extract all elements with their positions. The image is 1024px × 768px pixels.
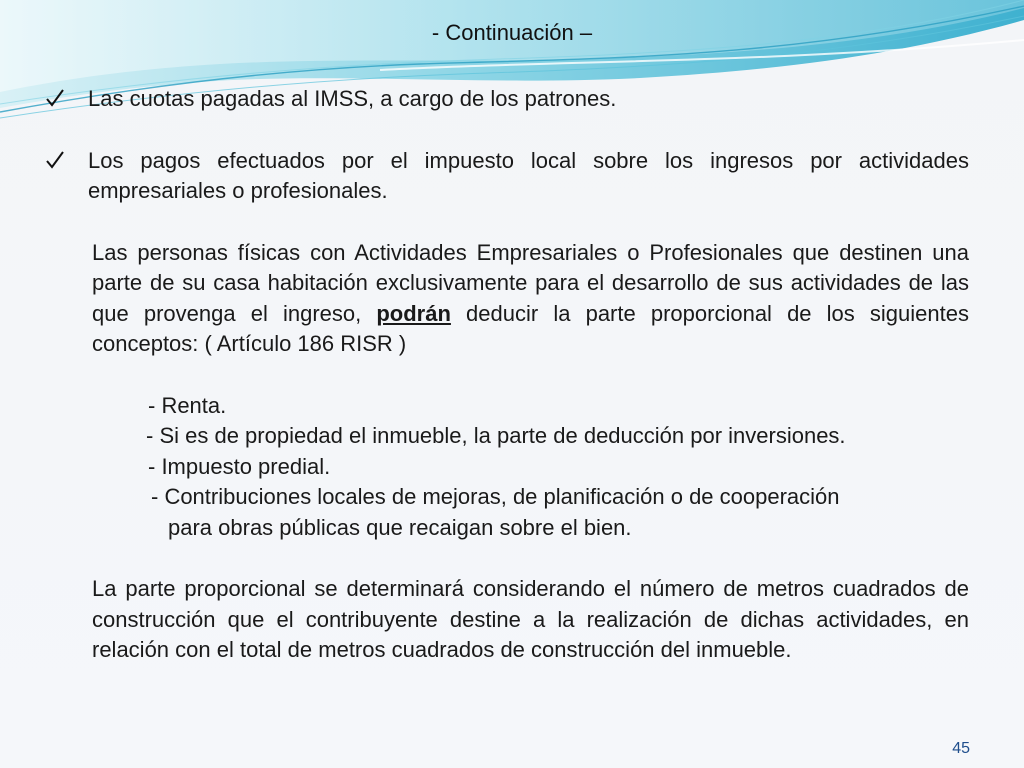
- slide-content: [88, 84, 969, 666]
- bullet-item: [88, 84, 969, 115]
- list-item: - Si es de propiedad el inmueble, la parte de deducción por inversiones.: [146, 423, 846, 448]
- paragraph-deduction-concepts: [88, 238, 969, 360]
- slide-title: - Continuación –: [431, 20, 593, 45]
- page-number: 45: [952, 740, 970, 757]
- list-item: - Renta.: [148, 392, 227, 418]
- bullet-item: [88, 146, 969, 207]
- list-item-continuation: para obras públicas que recaigan sobre el bien.: [168, 514, 632, 540]
- checkmark-icon: [44, 87, 66, 109]
- list-item: - Contribuciones locales de mejoras, de planificación o de cooperación: [151, 484, 840, 509]
- paragraph-text: deducir la parte proporcional de los siguientes conceptos: ( Artículo 186 RISR ): [92, 300, 969, 356]
- list-item: - Impuesto predial.: [148, 453, 331, 479]
- paragraph-proportional-part: La parte proporcional se determinará considerando el número de metros cuadrados de construcción que el contribuyente destine a la realización de dichas actividades, en relación con el total de metros cuadrados de construcción del inmueble.: [92, 576, 969, 662]
- checkmark-icon: [44, 149, 66, 171]
- emphasis-text: podrán: [376, 300, 451, 326]
- paragraph-text: Las personas físicas con Actividades Empresariales o Profesionales que destinen una parte de su casa habitación exclusivamente para el desarrollo de sus actividades de las que provenga el ingreso,: [92, 239, 969, 326]
- bullet-text: Las cuotas pagadas al IMSS, a cargo de los patrones.: [88, 86, 617, 111]
- bullet-text: Los pagos efectuados por el impuesto local sobre los ingresos por actividades empresariales o profesionales.: [88, 147, 969, 203]
